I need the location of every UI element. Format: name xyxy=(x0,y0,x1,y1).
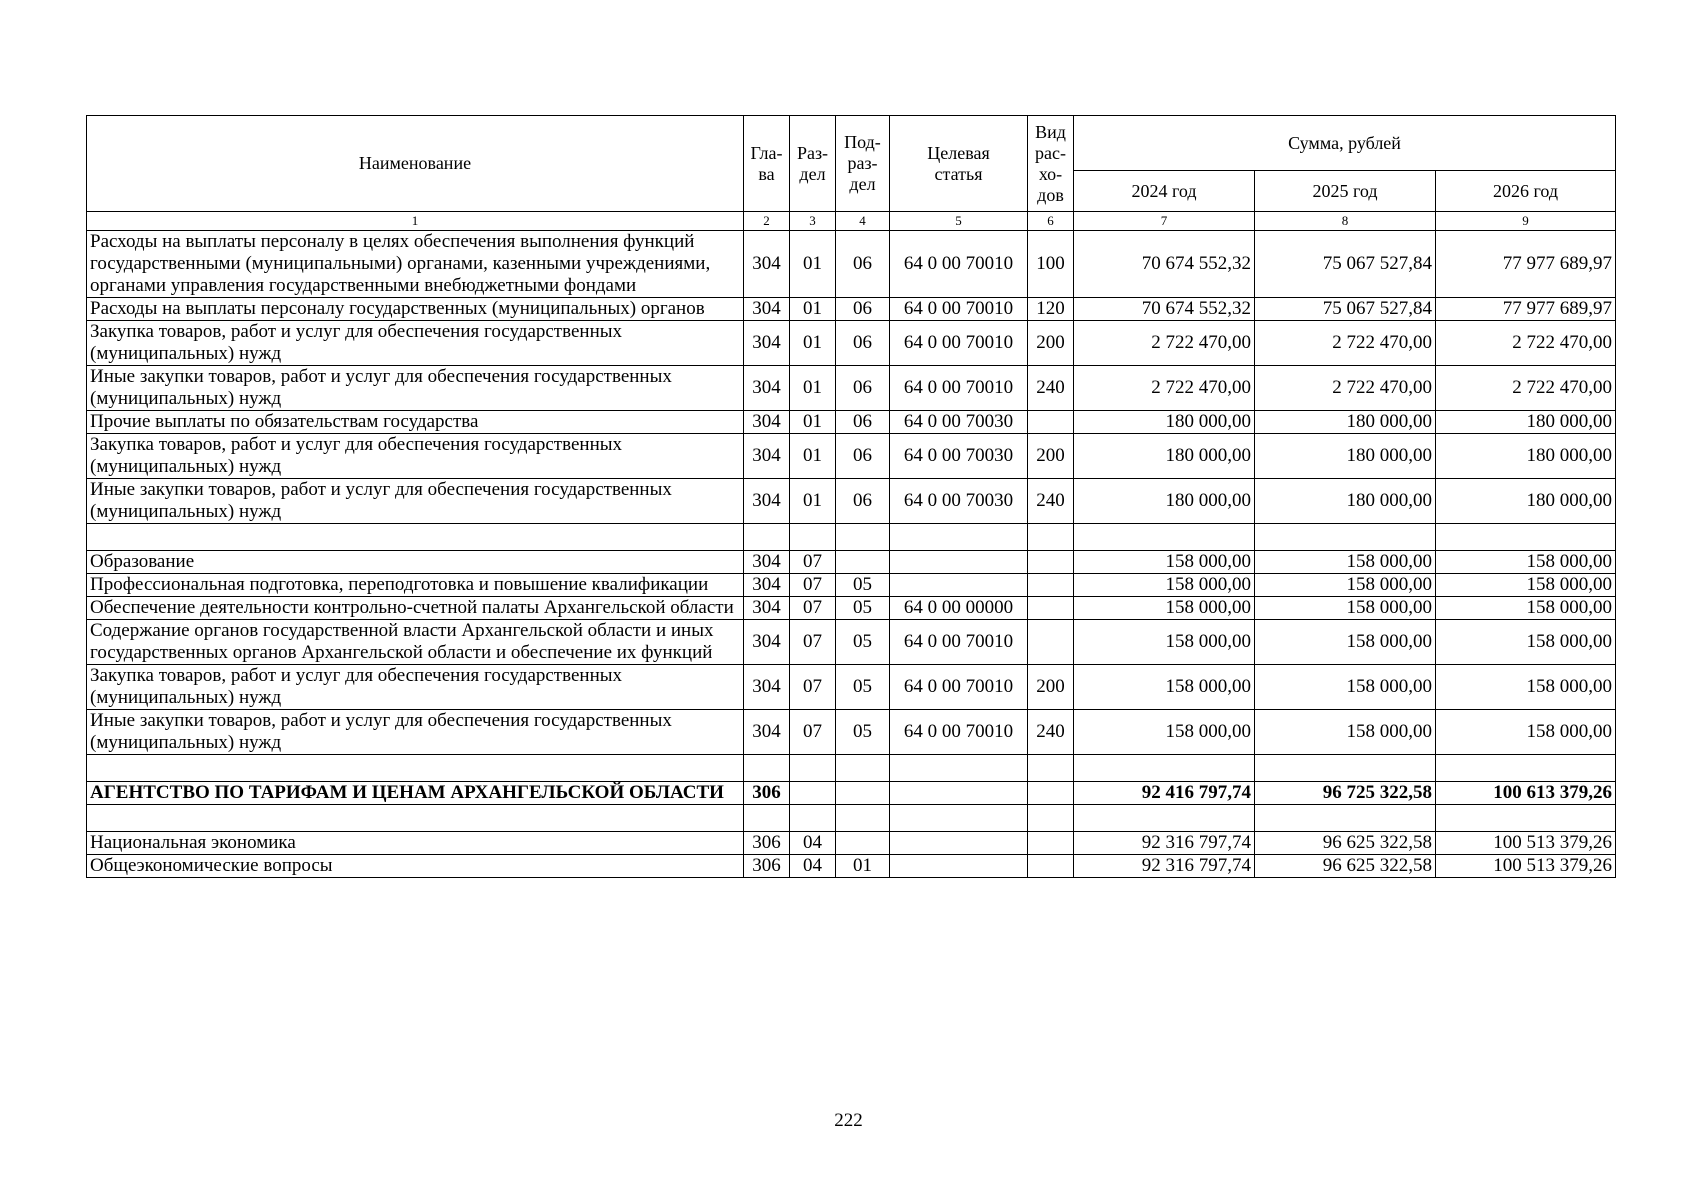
row-glava xyxy=(744,524,790,551)
table-row xyxy=(87,597,1616,620)
row-celevaya-statya: 64 0 00 70010 xyxy=(890,620,1028,665)
row-sum-2026: 158 000,00 xyxy=(1436,710,1616,755)
table-row xyxy=(87,479,1616,524)
row-sum-2026: 100 613 379,26 xyxy=(1436,782,1616,805)
row-vid-rashodov: 240 xyxy=(1028,366,1074,411)
row-vid-rashodov: 200 xyxy=(1028,665,1074,710)
row-sum-2026: 77 977 689,97 xyxy=(1436,298,1616,321)
row-name: Содержание органов государственной власти Архангельской области и иных государственных органов Архангельской области и обеспечение их функций xyxy=(87,620,744,665)
row-sum-2024 xyxy=(1074,755,1255,782)
row-vid-rashodov xyxy=(1028,620,1074,665)
row-podrazdel: 06 xyxy=(836,298,890,321)
row-sum-2024 xyxy=(1074,805,1255,832)
row-sum-2024: 92 316 797,74 xyxy=(1074,832,1255,855)
table-row xyxy=(87,782,1616,805)
row-podrazdel: 06 xyxy=(836,231,890,298)
row-podrazdel: 05 xyxy=(836,574,890,597)
row-sum-2024: 158 000,00 xyxy=(1074,665,1255,710)
row-glava: 304 xyxy=(744,665,790,710)
row-sum-2025: 180 000,00 xyxy=(1255,479,1436,524)
row-podrazdel: 05 xyxy=(836,665,890,710)
row-podrazdel: 06 xyxy=(836,479,890,524)
row-sum-2026: 158 000,00 xyxy=(1436,620,1616,665)
row-sum-2026: 158 000,00 xyxy=(1436,665,1616,710)
row-name: Иные закупки товаров, работ и услуг для обеспечения государственных (муниципальных) нужд xyxy=(87,479,744,524)
table-row xyxy=(87,855,1616,878)
row-vid-rashodov xyxy=(1028,524,1074,551)
index-cell: 7 xyxy=(1074,212,1255,231)
row-podrazdel xyxy=(836,755,890,782)
row-sum-2025: 158 000,00 xyxy=(1255,551,1436,574)
table-row xyxy=(87,524,1616,551)
row-celevaya-statya xyxy=(890,755,1028,782)
row-glava: 304 xyxy=(744,710,790,755)
row-sum-2025: 158 000,00 xyxy=(1255,620,1436,665)
row-sum-2025: 75 067 527,84 xyxy=(1255,231,1436,298)
row-vid-rashodov xyxy=(1028,855,1074,878)
table-row xyxy=(87,366,1616,411)
row-celevaya-statya xyxy=(890,805,1028,832)
row-name: Расходы на выплаты персоналу государственных (муниципальных) органов xyxy=(87,298,744,321)
row-celevaya-statya xyxy=(890,551,1028,574)
row-razdel: 01 xyxy=(790,411,836,434)
row-name: Расходы на выплаты персоналу в целях обеспечения выполнения функций государственными (муниципальными) органами, казенными учреждениями, органами управления государственными внебюджетными фондами xyxy=(87,231,744,298)
row-vid-rashodov: 240 xyxy=(1028,479,1074,524)
row-sum-2024 xyxy=(1074,524,1255,551)
row-name: Закупка товаров, работ и услуг для обеспечения государственных (муниципальных) нужд xyxy=(87,434,744,479)
row-razdel: 04 xyxy=(790,855,836,878)
row-vid-rashodov xyxy=(1028,832,1074,855)
table-row xyxy=(87,411,1616,434)
row-glava: 306 xyxy=(744,782,790,805)
header-year-2025: 2025 год xyxy=(1255,171,1436,212)
row-vid-rashodov: 120 xyxy=(1028,298,1074,321)
row-razdel: 01 xyxy=(790,479,836,524)
row-razdel: 01 xyxy=(790,366,836,411)
row-podrazdel: 01 xyxy=(836,855,890,878)
row-vid-rashodov: 240 xyxy=(1028,710,1074,755)
row-sum-2025: 96 725 322,58 xyxy=(1255,782,1436,805)
row-razdel xyxy=(790,755,836,782)
row-sum-2026: 158 000,00 xyxy=(1436,597,1616,620)
row-glava: 304 xyxy=(744,620,790,665)
index-cell: 4 xyxy=(836,212,890,231)
row-podrazdel: 05 xyxy=(836,710,890,755)
table-row xyxy=(87,665,1616,710)
row-celevaya-statya: 64 0 00 70030 xyxy=(890,411,1028,434)
row-podrazdel: 06 xyxy=(836,411,890,434)
row-name: Общеэкономические вопросы xyxy=(87,855,744,878)
row-sum-2025: 2 722 470,00 xyxy=(1255,366,1436,411)
row-glava: 304 xyxy=(744,597,790,620)
header-glava: Гла- ва xyxy=(744,116,790,212)
row-name: Иные закупки товаров, работ и услуг для обеспечения государственных (муниципальных) нужд xyxy=(87,366,744,411)
row-sum-2026: 158 000,00 xyxy=(1436,574,1616,597)
header-celevaya: Целевая статья xyxy=(890,116,1028,212)
row-vid-rashodov xyxy=(1028,782,1074,805)
row-name: Обеспечение деятельности контрольно-счетной палаты Архангельской области xyxy=(87,597,744,620)
row-name xyxy=(87,755,744,782)
row-sum-2026: 180 000,00 xyxy=(1436,411,1616,434)
row-name: Профессиональная подготовка, переподготовка и повышение квалификации xyxy=(87,574,744,597)
row-razdel: 07 xyxy=(790,597,836,620)
row-razdel: 07 xyxy=(790,665,836,710)
row-sum-2025: 158 000,00 xyxy=(1255,597,1436,620)
row-name: Закупка товаров, работ и услуг для обеспечения государственных (муниципальных) нужд xyxy=(87,665,744,710)
row-sum-2024: 158 000,00 xyxy=(1074,597,1255,620)
header-podrazdel: Под- раз- дел xyxy=(836,116,890,212)
row-razdel: 07 xyxy=(790,551,836,574)
row-razdel: 01 xyxy=(790,231,836,298)
row-glava: 304 xyxy=(744,574,790,597)
row-razdel: 07 xyxy=(790,574,836,597)
index-cell: 8 xyxy=(1255,212,1436,231)
row-vid-rashodov xyxy=(1028,755,1074,782)
table-row xyxy=(87,832,1616,855)
header-summa: Сумма, рублей xyxy=(1074,116,1616,171)
row-name: Образование xyxy=(87,551,744,574)
table-row xyxy=(87,434,1616,479)
header-vid: Вид рас- хо- дов xyxy=(1028,116,1074,212)
row-sum-2024: 158 000,00 xyxy=(1074,551,1255,574)
row-celevaya-statya: 64 0 00 70010 xyxy=(890,366,1028,411)
row-sum-2024: 2 722 470,00 xyxy=(1074,321,1255,366)
row-sum-2024: 70 674 552,32 xyxy=(1074,298,1255,321)
row-sum-2025 xyxy=(1255,805,1436,832)
row-glava: 304 xyxy=(744,321,790,366)
header-year-2026: 2026 год xyxy=(1436,171,1616,212)
row-podrazdel xyxy=(836,551,890,574)
row-name: Национальная экономика xyxy=(87,832,744,855)
row-celevaya-statya xyxy=(890,855,1028,878)
row-name: Закупка товаров, работ и услуг для обеспечения государственных (муниципальных) нужд xyxy=(87,321,744,366)
row-celevaya-statya: 64 0 00 70030 xyxy=(890,479,1028,524)
table-row xyxy=(87,574,1616,597)
row-podrazdel: 06 xyxy=(836,321,890,366)
table-row xyxy=(87,710,1616,755)
row-podrazdel xyxy=(836,832,890,855)
row-glava: 304 xyxy=(744,479,790,524)
row-razdel: 07 xyxy=(790,710,836,755)
table-row xyxy=(87,321,1616,366)
row-celevaya-statya xyxy=(890,782,1028,805)
row-podrazdel xyxy=(836,782,890,805)
row-vid-rashodov: 100 xyxy=(1028,231,1074,298)
row-razdel: 07 xyxy=(790,620,836,665)
index-cell: 5 xyxy=(890,212,1028,231)
row-sum-2025: 75 067 527,84 xyxy=(1255,298,1436,321)
page-number: 222 xyxy=(834,1110,863,1131)
table-row xyxy=(87,805,1616,832)
row-razdel: 01 xyxy=(790,321,836,366)
table-row xyxy=(87,298,1616,321)
row-vid-rashodov xyxy=(1028,574,1074,597)
row-sum-2026 xyxy=(1436,805,1616,832)
row-sum-2024: 70 674 552,32 xyxy=(1074,231,1255,298)
row-name: АГЕНТСТВО ПО ТАРИФАМ И ЦЕНАМ АРХАНГЕЛЬСКОЙ ОБЛАСТИ xyxy=(87,782,744,805)
row-razdel xyxy=(790,524,836,551)
row-name xyxy=(87,805,744,832)
row-glava: 304 xyxy=(744,231,790,298)
row-podrazdel xyxy=(836,805,890,832)
row-sum-2025: 180 000,00 xyxy=(1255,411,1436,434)
row-sum-2026 xyxy=(1436,524,1616,551)
row-celevaya-statya: 64 0 00 70010 xyxy=(890,710,1028,755)
index-cell: 3 xyxy=(790,212,836,231)
row-sum-2025: 2 722 470,00 xyxy=(1255,321,1436,366)
row-sum-2024: 158 000,00 xyxy=(1074,710,1255,755)
row-celevaya-statya: 64 0 00 70010 xyxy=(890,321,1028,366)
row-sum-2025: 158 000,00 xyxy=(1255,574,1436,597)
table-row xyxy=(87,231,1616,298)
row-glava: 304 xyxy=(744,366,790,411)
row-sum-2024: 180 000,00 xyxy=(1074,479,1255,524)
row-sum-2025: 158 000,00 xyxy=(1255,665,1436,710)
row-razdel xyxy=(790,805,836,832)
row-podrazdel: 05 xyxy=(836,620,890,665)
row-name: Прочие выплаты по обязательствам государства xyxy=(87,411,744,434)
row-sum-2024: 2 722 470,00 xyxy=(1074,366,1255,411)
index-cell: 6 xyxy=(1028,212,1074,231)
row-glava: 304 xyxy=(744,551,790,574)
row-sum-2026: 2 722 470,00 xyxy=(1436,366,1616,411)
row-vid-rashodov xyxy=(1028,805,1074,832)
row-sum-2026: 100 513 379,26 xyxy=(1436,832,1616,855)
header-razdel: Раз- дел xyxy=(790,116,836,212)
row-sum-2026: 158 000,00 xyxy=(1436,551,1616,574)
row-sum-2024: 92 416 797,74 xyxy=(1074,782,1255,805)
row-sum-2025: 158 000,00 xyxy=(1255,710,1436,755)
row-razdel: 01 xyxy=(790,298,836,321)
row-glava: 306 xyxy=(744,832,790,855)
row-glava: 304 xyxy=(744,298,790,321)
row-celevaya-statya: 64 0 00 70010 xyxy=(890,665,1028,710)
row-name: Иные закупки товаров, работ и услуг для обеспечения государственных (муниципальных) нужд xyxy=(87,710,744,755)
row-sum-2025 xyxy=(1255,524,1436,551)
row-vid-rashodov: 200 xyxy=(1028,434,1074,479)
row-celevaya-statya xyxy=(890,524,1028,551)
row-sum-2025 xyxy=(1255,755,1436,782)
row-celevaya-statya xyxy=(890,832,1028,855)
row-sum-2026: 180 000,00 xyxy=(1436,434,1616,479)
row-sum-2025: 96 625 322,58 xyxy=(1255,832,1436,855)
row-celevaya-statya: 64 0 00 70010 xyxy=(890,298,1028,321)
row-vid-rashodov: 200 xyxy=(1028,321,1074,366)
row-razdel: 04 xyxy=(790,832,836,855)
row-celevaya-statya: 64 0 00 70030 xyxy=(890,434,1028,479)
row-vid-rashodov xyxy=(1028,551,1074,574)
row-sum-2024: 92 316 797,74 xyxy=(1074,855,1255,878)
row-sum-2024: 158 000,00 xyxy=(1074,574,1255,597)
row-glava: 306 xyxy=(744,855,790,878)
table-row xyxy=(87,551,1616,574)
row-celevaya-statya xyxy=(890,574,1028,597)
row-sum-2026: 2 722 470,00 xyxy=(1436,321,1616,366)
row-podrazdel: 05 xyxy=(836,597,890,620)
row-podrazdel: 06 xyxy=(836,366,890,411)
row-vid-rashodov xyxy=(1028,597,1074,620)
row-sum-2024: 180 000,00 xyxy=(1074,411,1255,434)
row-glava xyxy=(744,755,790,782)
row-glava: 304 xyxy=(744,411,790,434)
row-celevaya-statya: 64 0 00 70010 xyxy=(890,231,1028,298)
row-razdel: 01 xyxy=(790,434,836,479)
row-celevaya-statya: 64 0 00 00000 xyxy=(890,597,1028,620)
row-sum-2025: 96 625 322,58 xyxy=(1255,855,1436,878)
row-sum-2026: 180 000,00 xyxy=(1436,479,1616,524)
row-sum-2025: 180 000,00 xyxy=(1255,434,1436,479)
header-name: Наименование xyxy=(87,116,744,212)
row-podrazdel xyxy=(836,524,890,551)
budget-table xyxy=(86,115,1616,878)
index-cell: 1 xyxy=(87,212,744,231)
row-sum-2026 xyxy=(1436,755,1616,782)
row-sum-2026: 77 977 689,97 xyxy=(1436,231,1616,298)
row-sum-2026: 100 513 379,26 xyxy=(1436,855,1616,878)
row-podrazdel: 06 xyxy=(836,434,890,479)
index-cell: 9 xyxy=(1436,212,1616,231)
header-year-2024: 2024 год xyxy=(1074,171,1255,212)
column-index-row xyxy=(87,212,1616,231)
row-razdel xyxy=(790,782,836,805)
row-sum-2024: 158 000,00 xyxy=(1074,620,1255,665)
table-row xyxy=(87,755,1616,782)
index-cell: 2 xyxy=(744,212,790,231)
row-name xyxy=(87,524,744,551)
row-sum-2024: 180 000,00 xyxy=(1074,434,1255,479)
table-row xyxy=(87,620,1616,665)
row-glava xyxy=(744,805,790,832)
row-glava: 304 xyxy=(744,434,790,479)
row-vid-rashodov xyxy=(1028,411,1074,434)
